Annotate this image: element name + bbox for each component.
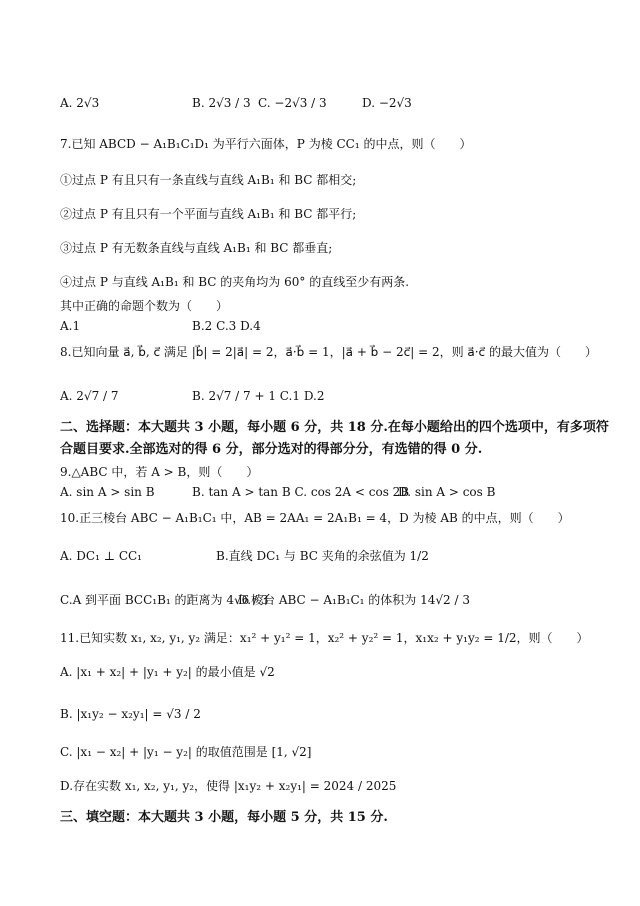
q7-statement-3: ③过点 P 有无数条直线与直线 A₁B₁ 和 BC 都垂直; <box>60 241 333 255</box>
q7-question: 其中正确的命题个数为（ ） <box>60 299 229 313</box>
q11-option-c: C. |x₁ − x₂| + |y₁ − y₂| 的取值范围是 [1, √2] <box>60 745 312 759</box>
q7-statement-4: ④过点 P 与直线 A₁B₁ 和 BC 的夹角均为 60° 的直线至少有两条. <box>60 275 410 289</box>
q10-option-a: A. DC₁ ⊥ CC₁ <box>60 549 142 563</box>
q6-option-a: A. 2√3 <box>60 96 100 110</box>
q6-option-d: D. −2√3 <box>362 96 412 110</box>
q6-option-b: B. 2√3 / 3 <box>192 96 251 110</box>
section-2-heading-line-1: 二、选择题：本大题共 3 小题，每小题 6 分，共 18 分.在每小题给出的四个选项中，有多项符 <box>60 420 609 435</box>
q11-option-d: D.存在实数 x₁, x₂, y₁, y₂，使得 |x₁y₂ + x₂y₁| = 2024 / 2025 <box>60 779 397 793</box>
q9-stem: 9.△ABC 中，若 A > B，则（ ） <box>60 465 259 479</box>
q7-statement-1: ①过点 P 有且只有一条直线与直线 A₁B₁ 和 BC 都相交; <box>60 173 357 187</box>
q8-stem: 8.已知向量 a⃗, b⃗, c⃗ 满足 |b⃗| = 2|a⃗| = 2，a⃗·b⃗ = 1，|a⃗ + b⃗ − 2c⃗| = 2，则 a⃗·c⃗ 的最大值为（ ） <box>60 345 597 359</box>
section-2-heading-line-2: 合题目要求.全部选对的得 6 分，部分选对的得部分分，有选错的得 0 分. <box>60 442 483 457</box>
q10-option-d: D.棱台 ABC − A₁B₁C₁ 的体积为 14√2 / 3 <box>238 593 470 607</box>
q9-options-bc: B. tan A > tan B C. cos 2A < cos 2B <box>192 485 410 499</box>
q7-option-a: A.1 <box>60 319 81 333</box>
q10-option-b: B.直线 DC₁ 与 BC 夹角的余弦值为 1/2 <box>216 549 429 563</box>
q7-stem: 7.已知 ABCD − A₁B₁C₁D₁ 为平行六面体，P 为棱 CC₁ 的中点，则（ ） <box>60 137 472 151</box>
q8-option-a: A. 2√7 / 7 <box>60 389 119 403</box>
q7-options-bcd: B.2 C.3 D.4 <box>192 319 261 333</box>
q6-option-c: C. −2√3 / 3 <box>258 96 327 110</box>
section-3-heading: 三、填空题：本大题共 3 小题，每小题 5 分，共 15 分. <box>60 810 388 825</box>
q7-statement-2: ②过点 P 有且只有一个平面与直线 A₁B₁ 和 BC 都平行; <box>60 207 357 221</box>
q11-option-b: B. |x₁y₂ − x₂y₁| = √3 / 2 <box>60 707 201 721</box>
q9-option-a: A. sin A > sin B <box>60 485 155 499</box>
q10-option-c: C.A 到平面 BCC₁B₁ 的距离为 4√6 / 3 <box>60 593 269 607</box>
q10-stem: 10.正三棱台 ABC − A₁B₁C₁ 中，AB = 2AA₁ = 2A₁B₁ = 4，D 为棱 AB 的中点，则（ ） <box>60 511 570 525</box>
q11-stem: 11.已知实数 x₁, x₂, y₁, y₂ 满足：x₁² + y₁² = 1，x₂² + y₂² = 1，x₁x₂ + y₁y₂ = 1/2，则（ ） <box>60 631 589 645</box>
q11-option-a: A. |x₁ + x₂| + |y₁ + y₂| 的最小值是 √2 <box>60 665 275 679</box>
q8-options-bcd: B. 2√7 / 7 + 1 C.1 D.2 <box>192 389 325 403</box>
q9-option-d: D. sin A > cos B <box>398 485 496 499</box>
